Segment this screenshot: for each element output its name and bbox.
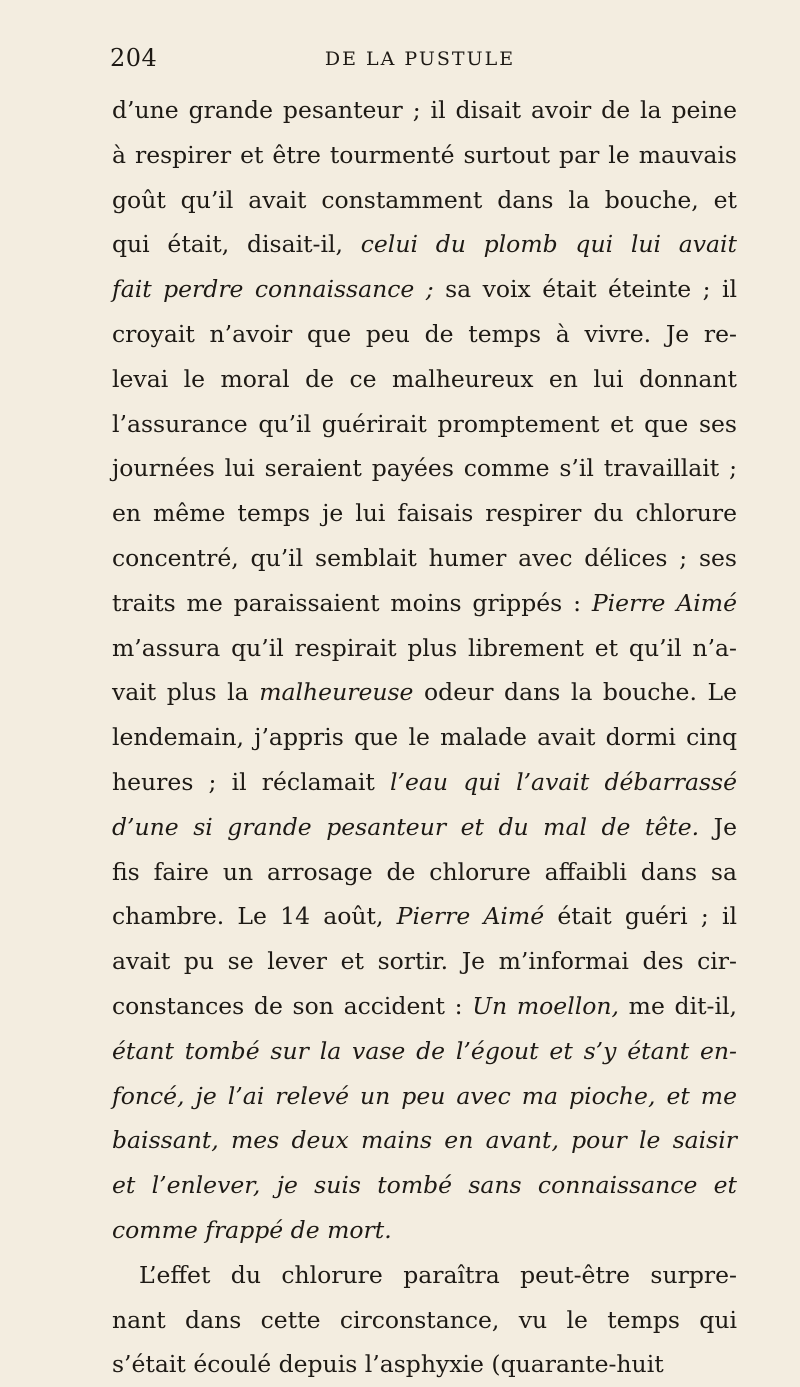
text-line — [112, 939, 737, 984]
text-line — [112, 178, 737, 223]
italic-text: étant tombé sur la vase de l’égout et s’y étant en- — [112, 1036, 737, 1065]
text-line — [112, 446, 737, 491]
body-text — [112, 88, 737, 1387]
text-line — [112, 1163, 737, 1208]
text-segment: goût qu’il avait constamment dans la bouche, et — [112, 185, 737, 214]
text-segment: d’une grande pesanteur ; il disait avoir de la peine — [112, 96, 737, 124]
italic-text: baissant, mes deux mains en avant, pour le saisir — [112, 1126, 737, 1155]
text-segment: constances de son accident : — [112, 991, 473, 1020]
italic-text: fait perdre connaissance ; — [112, 275, 434, 304]
page-header — [110, 44, 730, 74]
page-number: 204 — [110, 44, 158, 72]
text-segment: était guéri ; il — [544, 902, 737, 931]
text-segment: chambre. Le 14 août, — [112, 902, 397, 931]
text-segment: en même temps je lui faisais respirer du chlorure — [112, 499, 737, 528]
text-line — [112, 715, 737, 760]
text-segment: L’effet du chlorure paraîtra peut-être surpre- — [139, 1260, 737, 1289]
text-segment: nant dans cette circonstance, vu le temps qui — [112, 1305, 737, 1334]
text-segment: Je — [699, 812, 737, 841]
text-line — [112, 805, 737, 850]
text-line — [112, 267, 737, 312]
text-line — [112, 491, 737, 536]
text-line — [112, 984, 737, 1029]
text-line — [112, 1074, 737, 1119]
text-segment: lendemain, j’appris que le malade avait dormi cinq — [112, 723, 737, 752]
italic-text: Un moellon, — [472, 991, 619, 1020]
text-line — [112, 626, 737, 671]
italic-text: et l’enlever, je suis tombé sans connaissance et — [112, 1171, 737, 1200]
text-line — [112, 222, 737, 267]
italic-text: comme frappé de mort. — [112, 1215, 392, 1244]
text-line — [112, 760, 737, 805]
italic-text: foncé, je l’ai relevé un peu avec ma pioche, et me — [112, 1081, 737, 1110]
text-segment: levai le moral de ce malheureux en lui donnant — [112, 364, 737, 393]
text-line — [112, 1029, 737, 1074]
text-line — [112, 1342, 737, 1387]
text-segment: odeur dans la bouche. Le — [413, 678, 738, 707]
text-segment: avait pu se lever et sortir. Je m’informai des cir- — [112, 947, 737, 976]
text-line — [112, 1298, 737, 1343]
text-segment: traits me paraissaient moins grippés : — [112, 588, 592, 617]
text-line — [112, 536, 737, 581]
text-line — [112, 88, 737, 133]
italic-text: Pierre Aimé — [396, 902, 545, 931]
text-line — [112, 357, 737, 402]
text-line — [112, 1208, 737, 1253]
text-segment: heures ; il réclamait — [112, 767, 391, 796]
text-segment: vait plus la — [112, 678, 260, 707]
text-line — [112, 581, 737, 626]
text-line — [112, 402, 737, 447]
text-segment: fis faire un arrosage de chlorure affaibli dans sa — [112, 857, 737, 886]
text-line — [112, 850, 737, 895]
text-line — [112, 1253, 737, 1298]
italic-text: l’eau qui l’avait débarrassé — [390, 767, 737, 796]
text-segment: à respirer et être tourmenté surtout par le mauvais — [112, 140, 737, 169]
text-segment: concentré, qu’il semblait humer avec délices ; ses — [112, 543, 737, 572]
running-title: DE LA PUSTULE — [324, 48, 516, 70]
text-segment: croyait n’avoir que peu de temps à vivre. Je re- — [112, 319, 737, 348]
text-segment: sa voix était éteinte ; il — [433, 275, 737, 304]
text-line — [112, 1118, 737, 1163]
text-line — [112, 670, 737, 715]
italic-text: celui du plomb qui lui avait — [360, 230, 737, 259]
text-segment: me dit-il, — [618, 991, 737, 1020]
italic-text: d’une si grande pesanteur et du mal de tête. — [112, 812, 700, 841]
text-line — [112, 133, 737, 178]
text-segment: s’était écoulé depuis l’asphyxie (quarante-huit — [112, 1350, 664, 1379]
italic-text: Pierre Aimé — [591, 588, 737, 617]
text-line — [112, 894, 737, 939]
text-segment: m’assura qu’il respirait plus librement et qu’il n’a- — [112, 633, 737, 662]
italic-text: malheureuse — [259, 678, 414, 707]
text-segment: qui était, disait-il, — [112, 230, 361, 259]
text-segment: l’assurance qu’il guérirait promptement et que ses — [112, 409, 737, 438]
text-segment: journées lui seraient payées comme s’il travaillait ; — [112, 454, 737, 483]
text-line — [112, 312, 737, 357]
